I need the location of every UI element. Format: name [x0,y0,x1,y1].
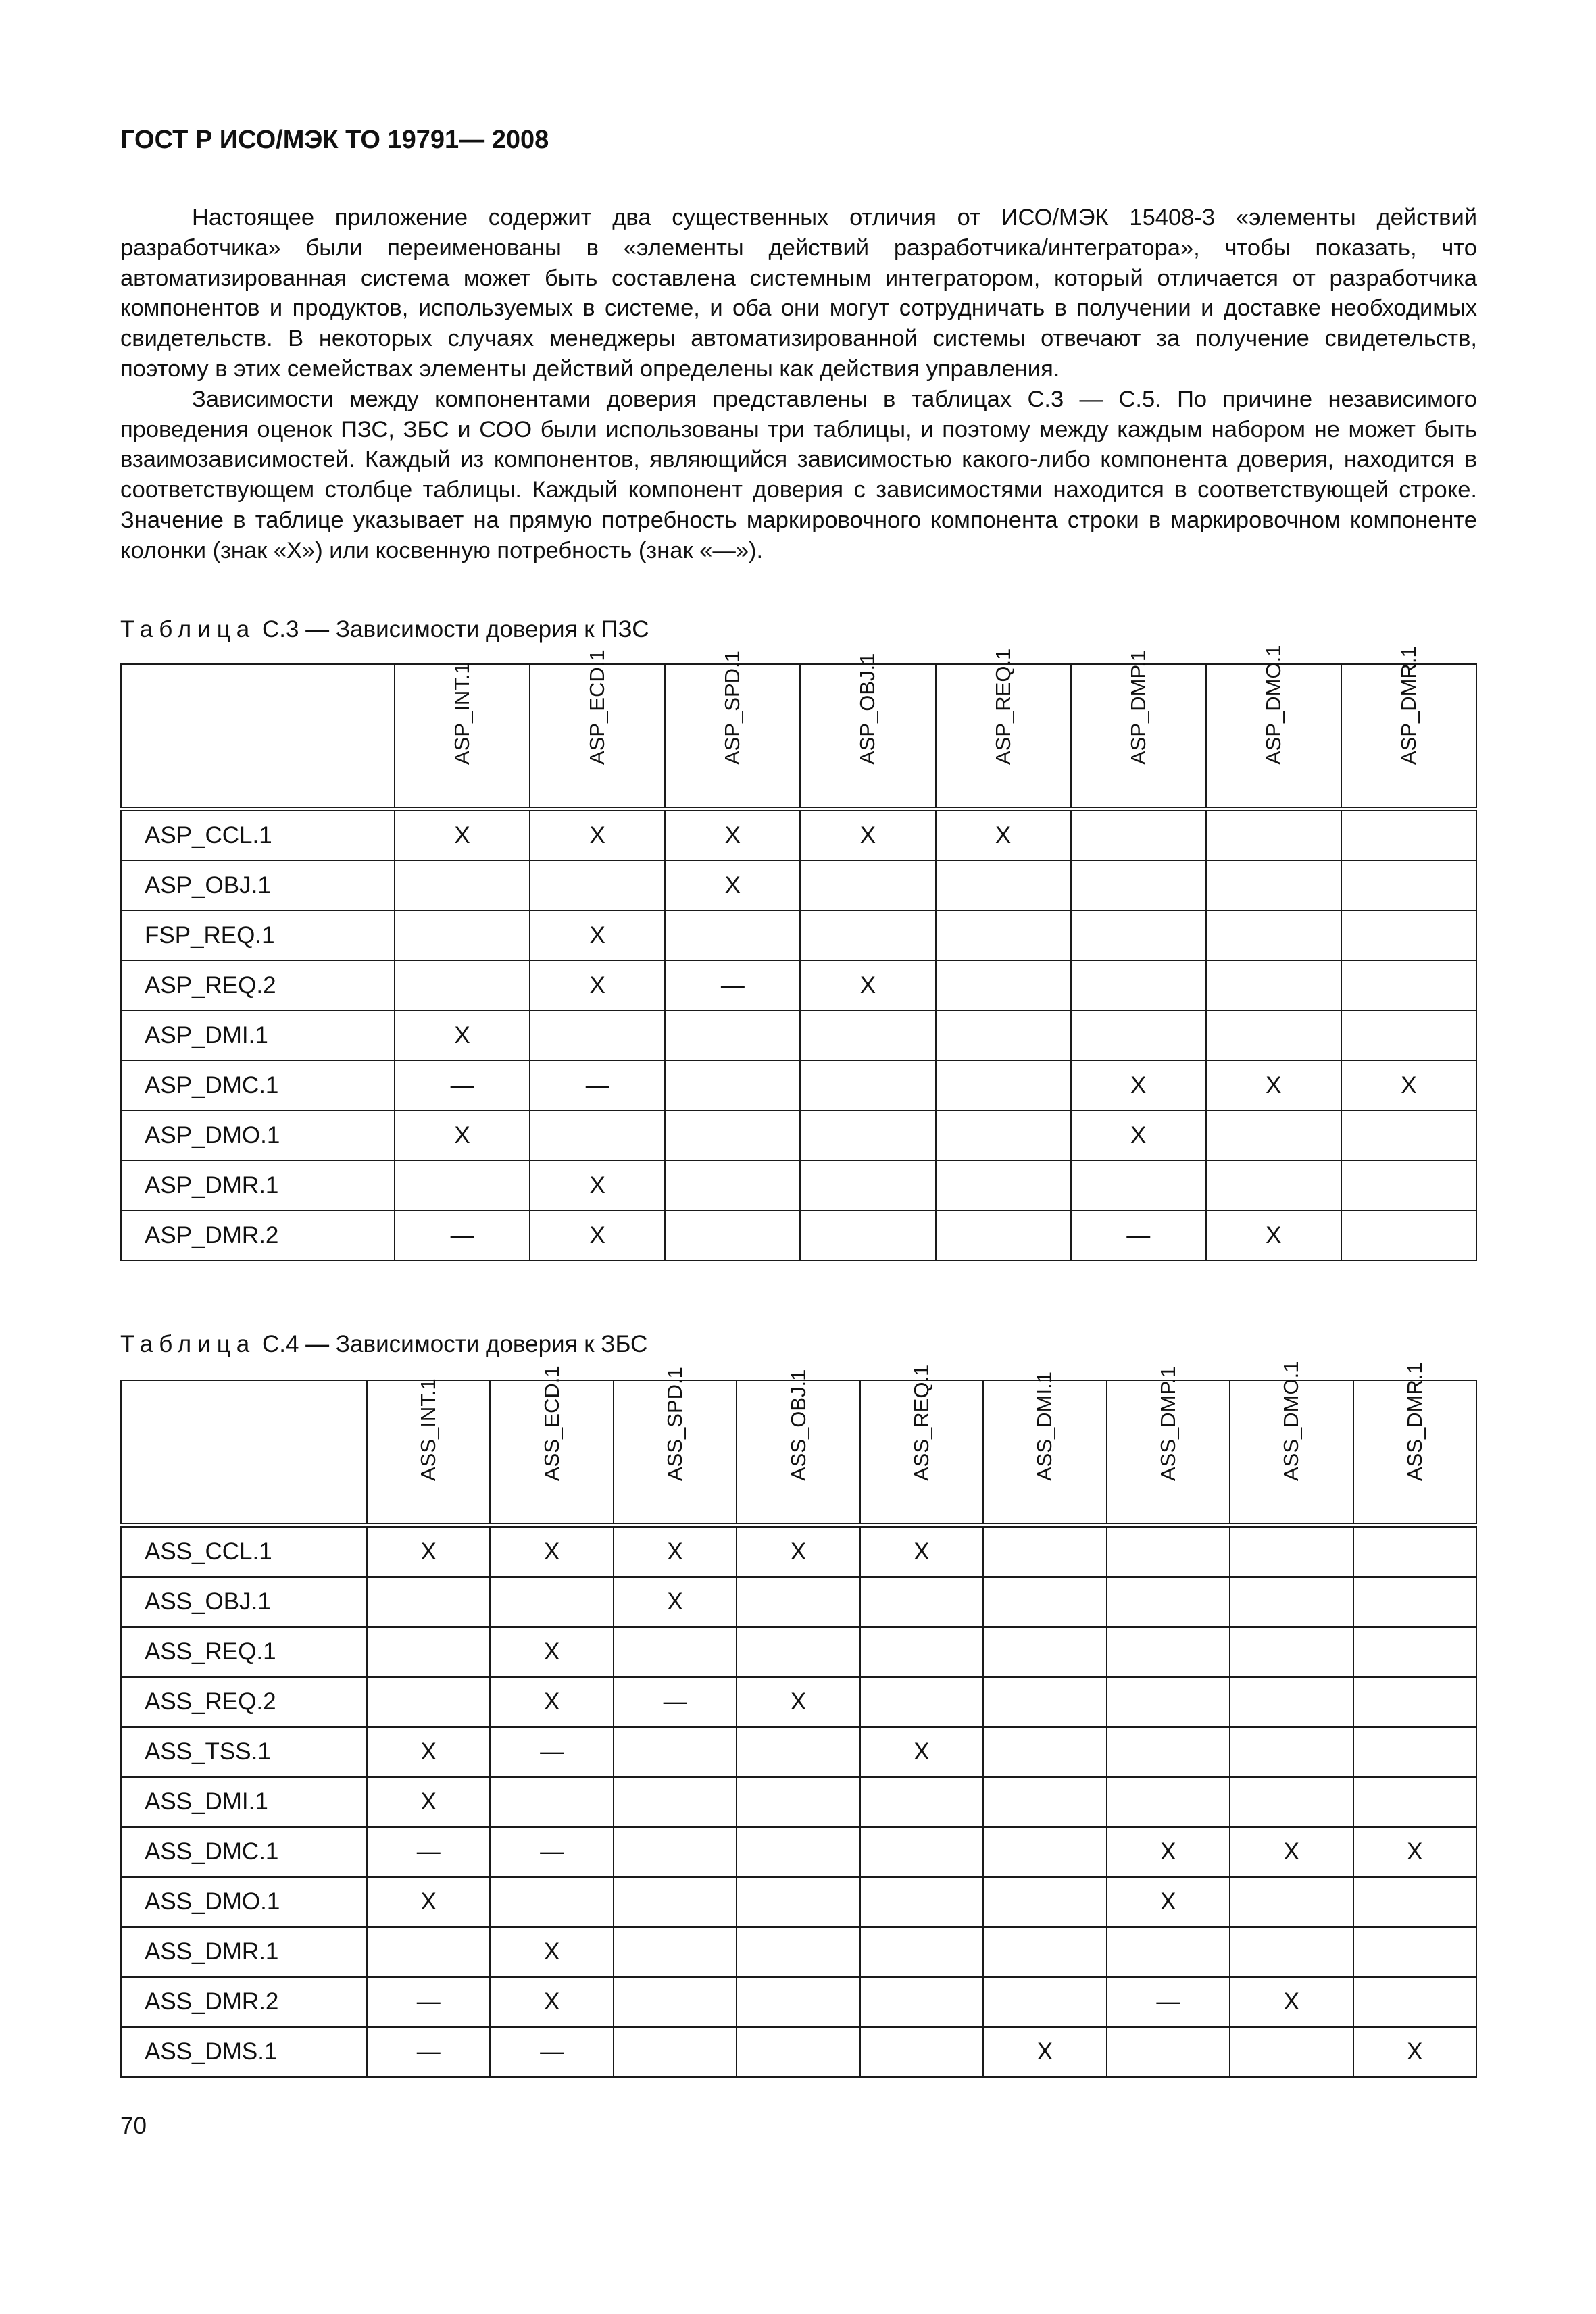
table-cell [1230,1727,1353,1777]
table-cell [800,1161,935,1211]
table-cell [395,1161,530,1211]
table-cell [936,911,1071,961]
table-cell [983,1777,1106,1827]
table-cell [1230,1927,1353,1977]
body-text [120,203,1477,566]
table-cell: X [936,809,1071,861]
table-cell: X [800,961,935,1011]
table-row [121,1777,1476,1827]
table-cell: X [367,1526,490,1578]
table-cell [614,2027,737,2077]
table-row [121,1111,1476,1161]
row-label: ASP_DMO.1 [121,1111,395,1161]
table-cell [614,1877,737,1927]
row-label: ASS_DMR.1 [121,1927,367,1977]
table-cell: X [1230,1827,1353,1877]
table-row [121,861,1476,911]
table-cell [983,1577,1106,1627]
table-cell [1341,1211,1476,1261]
table-cell: X [1107,1877,1230,1927]
table-cell [1341,809,1476,861]
table-cell [983,1977,1106,2027]
column-header [614,1367,737,1526]
table-cell: — [395,1211,530,1261]
page-number: 70 [120,2113,147,2139]
column-header-label: ASP_DMR.1 [1396,646,1420,765]
table-row [121,2027,1476,2077]
table-row [121,1827,1476,1877]
table-row [121,1627,1476,1677]
row-label: ASS_DMS.1 [121,2027,367,2077]
table-cell [490,1577,613,1627]
row-label: ASP_DMR.2 [121,1211,395,1261]
table-cell [983,1827,1106,1877]
table-cell [530,1011,665,1061]
column-header-label: ASS_SPD.1 [663,1367,687,1481]
table-cell [1107,1627,1230,1677]
table-cell [1206,1011,1341,1061]
table-cell: X [490,1927,613,1977]
table-cell [1353,1727,1477,1777]
table-cell: X [983,2027,1106,2077]
table-cell [1206,911,1341,961]
table-cell [1230,2027,1353,2077]
table-cell: — [395,1061,530,1111]
table-cell [936,861,1071,911]
table-row [121,1061,1476,1111]
table-cell: — [490,2027,613,2077]
corner-cell [121,664,395,809]
column-header-label: ASS_INT.1 [416,1378,441,1481]
table-cell: X [665,861,800,911]
table-cell [1353,1526,1477,1578]
row-label: ASS_REQ.1 [121,1627,367,1677]
column-header-label: ASP_DMP.1 [1126,649,1150,765]
table-cell [737,1777,859,1827]
table-row [121,911,1476,961]
column-header-label: ASS_DMR.1 [1402,1362,1426,1481]
table-row [121,1577,1476,1627]
column-header-label: ASS_DMO.1 [1279,1361,1303,1481]
row-label: ASP_OBJ.1 [121,861,395,911]
table-cell [983,1526,1106,1578]
table-cell [367,1577,490,1627]
table-row [121,1161,1476,1211]
table-cell [860,1977,983,2027]
table-cell: X [1071,1111,1206,1161]
table-row [121,1011,1476,1061]
paragraph: Зависимости между компонентами доверия представлены в таблицах С.3 — С.5. По причине независимого проведения оценок ПЗС, ЗБС и СОО были использованы три таблицы, и поэтому между каждым набором не может быть взаимозависимостей. Каждый из компонентов, являющийся зависимостью какого-либо компонента доверия, находится в соответствующем столбце таблицы. Каждый компонент доверия с зависимостями находится в соответствующей строке. Значение в таблице указывает на прямую потребность маркировочного компонента строки в маркировочном компоненте колонки (знак «X») или косвенную потребность (знак «—»). [120,386,1477,563]
row-label: ASP_REQ.2 [121,961,395,1011]
column-header [1071,649,1206,809]
table-cell [936,1011,1071,1061]
column-header-label: ASS_DMI.1 [1032,1372,1057,1481]
table-cell [665,1011,800,1061]
column-header [665,651,800,809]
column-header [490,1365,613,1526]
table-cell [1353,1627,1477,1677]
table-row [121,1526,1476,1578]
table-cell [1107,1927,1230,1977]
column-header-label: ASS_REQ.1 [909,1364,933,1481]
table-row [121,961,1476,1011]
table-cell: — [490,1727,613,1777]
table-cell [1230,1877,1353,1927]
table-cell [665,1111,800,1161]
table-cell [614,1777,737,1827]
table-cell [860,1627,983,1677]
table-cell: — [530,1061,665,1111]
table-cell [1353,1577,1477,1627]
table-cell [1071,809,1206,861]
table-cell: — [1071,1211,1206,1261]
table-cell: — [1107,1977,1230,2027]
table-cell [737,1927,859,1977]
row-label: ASP_DMR.1 [121,1161,395,1211]
table-cell: X [1341,1061,1476,1111]
document-header: ГОСТ Р ИСО/МЭК ТО 19791— 2008 [120,126,549,154]
row-label: ASS_OBJ.1 [121,1577,367,1627]
table-cell: X [530,911,665,961]
column-header-label: ASS_DMP.1 [1155,1365,1180,1481]
table-cell [1341,1111,1476,1161]
column-header-label: ASP_INT.1 [450,662,474,765]
table-cell [1230,1777,1353,1827]
table-row [121,1877,1476,1927]
table-cell [1353,1777,1477,1827]
table-cell [936,1211,1071,1261]
table-cell [367,1677,490,1727]
table-cell [800,1011,935,1061]
table-cell [1341,961,1476,1011]
table-cell [936,1161,1071,1211]
table-cell: X [490,1627,613,1677]
table-cell [1341,861,1476,911]
table-row [121,1727,1476,1777]
table-cell [1071,1161,1206,1211]
table-cell [800,911,935,961]
table-cell [983,1677,1106,1727]
table-cell [983,1627,1106,1677]
table-cell [860,1577,983,1627]
table-cell [395,961,530,1011]
table-cell: X [530,1161,665,1211]
row-label: ASS_DMR.2 [121,1977,367,2027]
column-header [737,1369,859,1526]
table-cell [665,1061,800,1111]
table-cell: X [395,809,530,861]
column-header [367,1380,490,1526]
table-cell: X [1353,1827,1477,1877]
table-cell: X [367,1877,490,1927]
table-cell [737,1627,859,1677]
column-header [983,1372,1106,1526]
table-cell [800,1111,935,1161]
table-cell [490,1777,613,1827]
table-cell [936,1061,1071,1111]
table-cell: X [665,809,800,861]
column-header [936,648,1071,809]
table-cell: X [1071,1061,1206,1111]
column-header [1341,646,1476,809]
column-header [860,1364,983,1526]
row-label: ASS_DMC.1 [121,1827,367,1877]
column-header-label: ASP_REQ.1 [991,648,1015,765]
row-label: ASS_TSS.1 [121,1727,367,1777]
table-cell [1107,1577,1230,1627]
table-cell [737,1727,859,1777]
table-cell [936,1111,1071,1161]
row-label: ASP_CCL.1 [121,809,395,861]
table-row [121,809,1476,861]
header-row [121,664,1476,809]
column-header [1230,1361,1353,1526]
table-cell [1341,1161,1476,1211]
table-cell [1353,1877,1477,1927]
column-header-label: ASP_OBJ.1 [855,653,880,765]
row-label: ASP_DMC.1 [121,1061,395,1111]
column-header-label: ASS_OBJ.1 [786,1369,810,1481]
column-header-label: ASP_SPD.1 [720,651,745,765]
table-cell [665,1211,800,1261]
table-cell [800,1211,935,1261]
column-header [1353,1362,1477,1526]
table-cell: X [1353,2027,1477,2077]
table-cell [1206,861,1341,911]
table-cell [1071,961,1206,1011]
caption-text: С.3 — Зависимости доверия к ПЗС [261,616,649,643]
table-cell [1206,1161,1341,1211]
table-cell: — [665,961,800,1011]
table-cell [614,1827,737,1877]
table-cell: X [1206,1061,1341,1111]
row-label: ASS_CCL.1 [121,1526,367,1578]
table-cell [1230,1627,1353,1677]
column-header [1206,645,1341,809]
table-row [121,1977,1476,2027]
table-cell: X [530,961,665,1011]
table-c3-caption [120,616,649,643]
row-label: ASS_REQ.2 [121,1677,367,1727]
table-cell: X [860,1526,983,1578]
column-header [395,664,530,809]
table-cell: — [614,1677,737,1727]
table-cell [860,1927,983,1977]
table-cell [1107,2027,1230,2077]
corner-cell [121,1380,367,1526]
table-cell: X [614,1526,737,1578]
table-cell [1341,1011,1476,1061]
table-cell [367,1627,490,1677]
table-cell: — [367,1977,490,2027]
table-cell [800,1061,935,1111]
table-cell: X [395,1111,530,1161]
caption-label: Таблица [120,1331,256,1357]
table-cell: X [860,1727,983,1777]
table-cell [983,1727,1106,1777]
table-cell [530,861,665,911]
row-label: ASS_DMI.1 [121,1777,367,1827]
table-cell [665,1161,800,1211]
table-cell [1230,1526,1353,1578]
column-header-label: ASS_ECD.1 [539,1365,564,1481]
table-cell [1206,961,1341,1011]
table-cell [737,1977,859,2027]
table-cell [983,1877,1106,1927]
table-c3 [120,645,1477,1261]
table-cell [737,1877,859,1927]
caption-text: С.4 — Зависимости доверия к ЗБС [261,1331,648,1357]
table-cell: X [1206,1211,1341,1261]
table-cell [737,2027,859,2077]
table-cell [860,1827,983,1877]
table-cell [737,1827,859,1877]
table-cell [1107,1677,1230,1727]
table-cell [1353,1927,1477,1977]
table-cell [614,1927,737,1977]
table-cell: X [395,1011,530,1061]
table-cell [860,1877,983,1927]
table-cell [490,1877,613,1927]
row-label: ASS_DMO.1 [121,1877,367,1927]
table-cell: — [367,2027,490,2077]
table-cell: X [737,1677,859,1727]
column-header-label: ASP_ECD.1 [585,649,609,765]
table-cell [614,1977,737,2027]
table-cell: X [490,1677,613,1727]
table-cell [614,1727,737,1777]
table-cell [665,911,800,961]
table-c4-caption [120,1331,647,1358]
table-cell [936,961,1071,1011]
column-header [1107,1365,1230,1526]
table-cell [530,1111,665,1161]
table-row [121,1927,1476,1977]
table-cell: X [530,1211,665,1261]
table-c4 [120,1361,1477,2078]
table-cell [1107,1727,1230,1777]
table-cell [1071,911,1206,961]
table-cell [1107,1526,1230,1578]
table-cell: X [737,1526,859,1578]
header-row [121,1380,1476,1526]
paragraph: Настоящее приложение содержит два существенных отличия от ИСО/МЭК 15408-3 «элементы действий разработчика» были переименованы в «элементы действий разработчика/интегратора», чтобы показать, что автоматизированная система может быть составлена системным интегратором, который отличается от разработчика компонентов и продуктов, используемых в системе, и оба они могут сотрудничать в получении и доставке необходимых свидетельств. В некоторых случаях менеджеры автоматизированной системы отвечают за получение свидетельств, поэтому в этих семействах элементы действий определены как действия управления. [120,205,1477,382]
table-cell [860,1777,983,1827]
table-cell [1230,1577,1353,1627]
column-header-label: ASP_DMO.1 [1261,645,1285,765]
table-cell [1107,1777,1230,1827]
column-header [530,649,665,809]
table-cell [800,861,935,911]
table-cell: X [800,809,935,861]
table-cell: X [614,1577,737,1627]
table-cell [1071,861,1206,911]
table-cell [737,1577,859,1627]
table-cell [1353,1977,1477,2027]
table-cell: X [530,809,665,861]
table-cell [983,1927,1106,1977]
row-label: FSP_REQ.1 [121,911,395,961]
caption-label: Таблица [120,616,256,643]
table-cell: X [490,1977,613,2027]
table-cell: X [1230,1977,1353,2027]
table-cell [860,2027,983,2077]
table-cell [1353,1677,1477,1727]
table-cell [614,1627,737,1677]
table-cell: X [490,1526,613,1578]
column-header [800,653,935,809]
table-row [121,1677,1476,1727]
table-cell [367,1927,490,1977]
table-cell [395,911,530,961]
table-cell [1230,1677,1353,1727]
table-cell: X [367,1777,490,1827]
table-cell: X [367,1727,490,1777]
table-cell [860,1677,983,1727]
table-cell: X [1107,1827,1230,1877]
table-cell [395,861,530,911]
table-cell [1071,1011,1206,1061]
table-cell: — [367,1827,490,1877]
table-cell [1206,809,1341,861]
row-label: ASP_DMI.1 [121,1011,395,1061]
table-cell: — [490,1827,613,1877]
table-cell [1206,1111,1341,1161]
table-cell [1341,911,1476,961]
table-row [121,1211,1476,1261]
